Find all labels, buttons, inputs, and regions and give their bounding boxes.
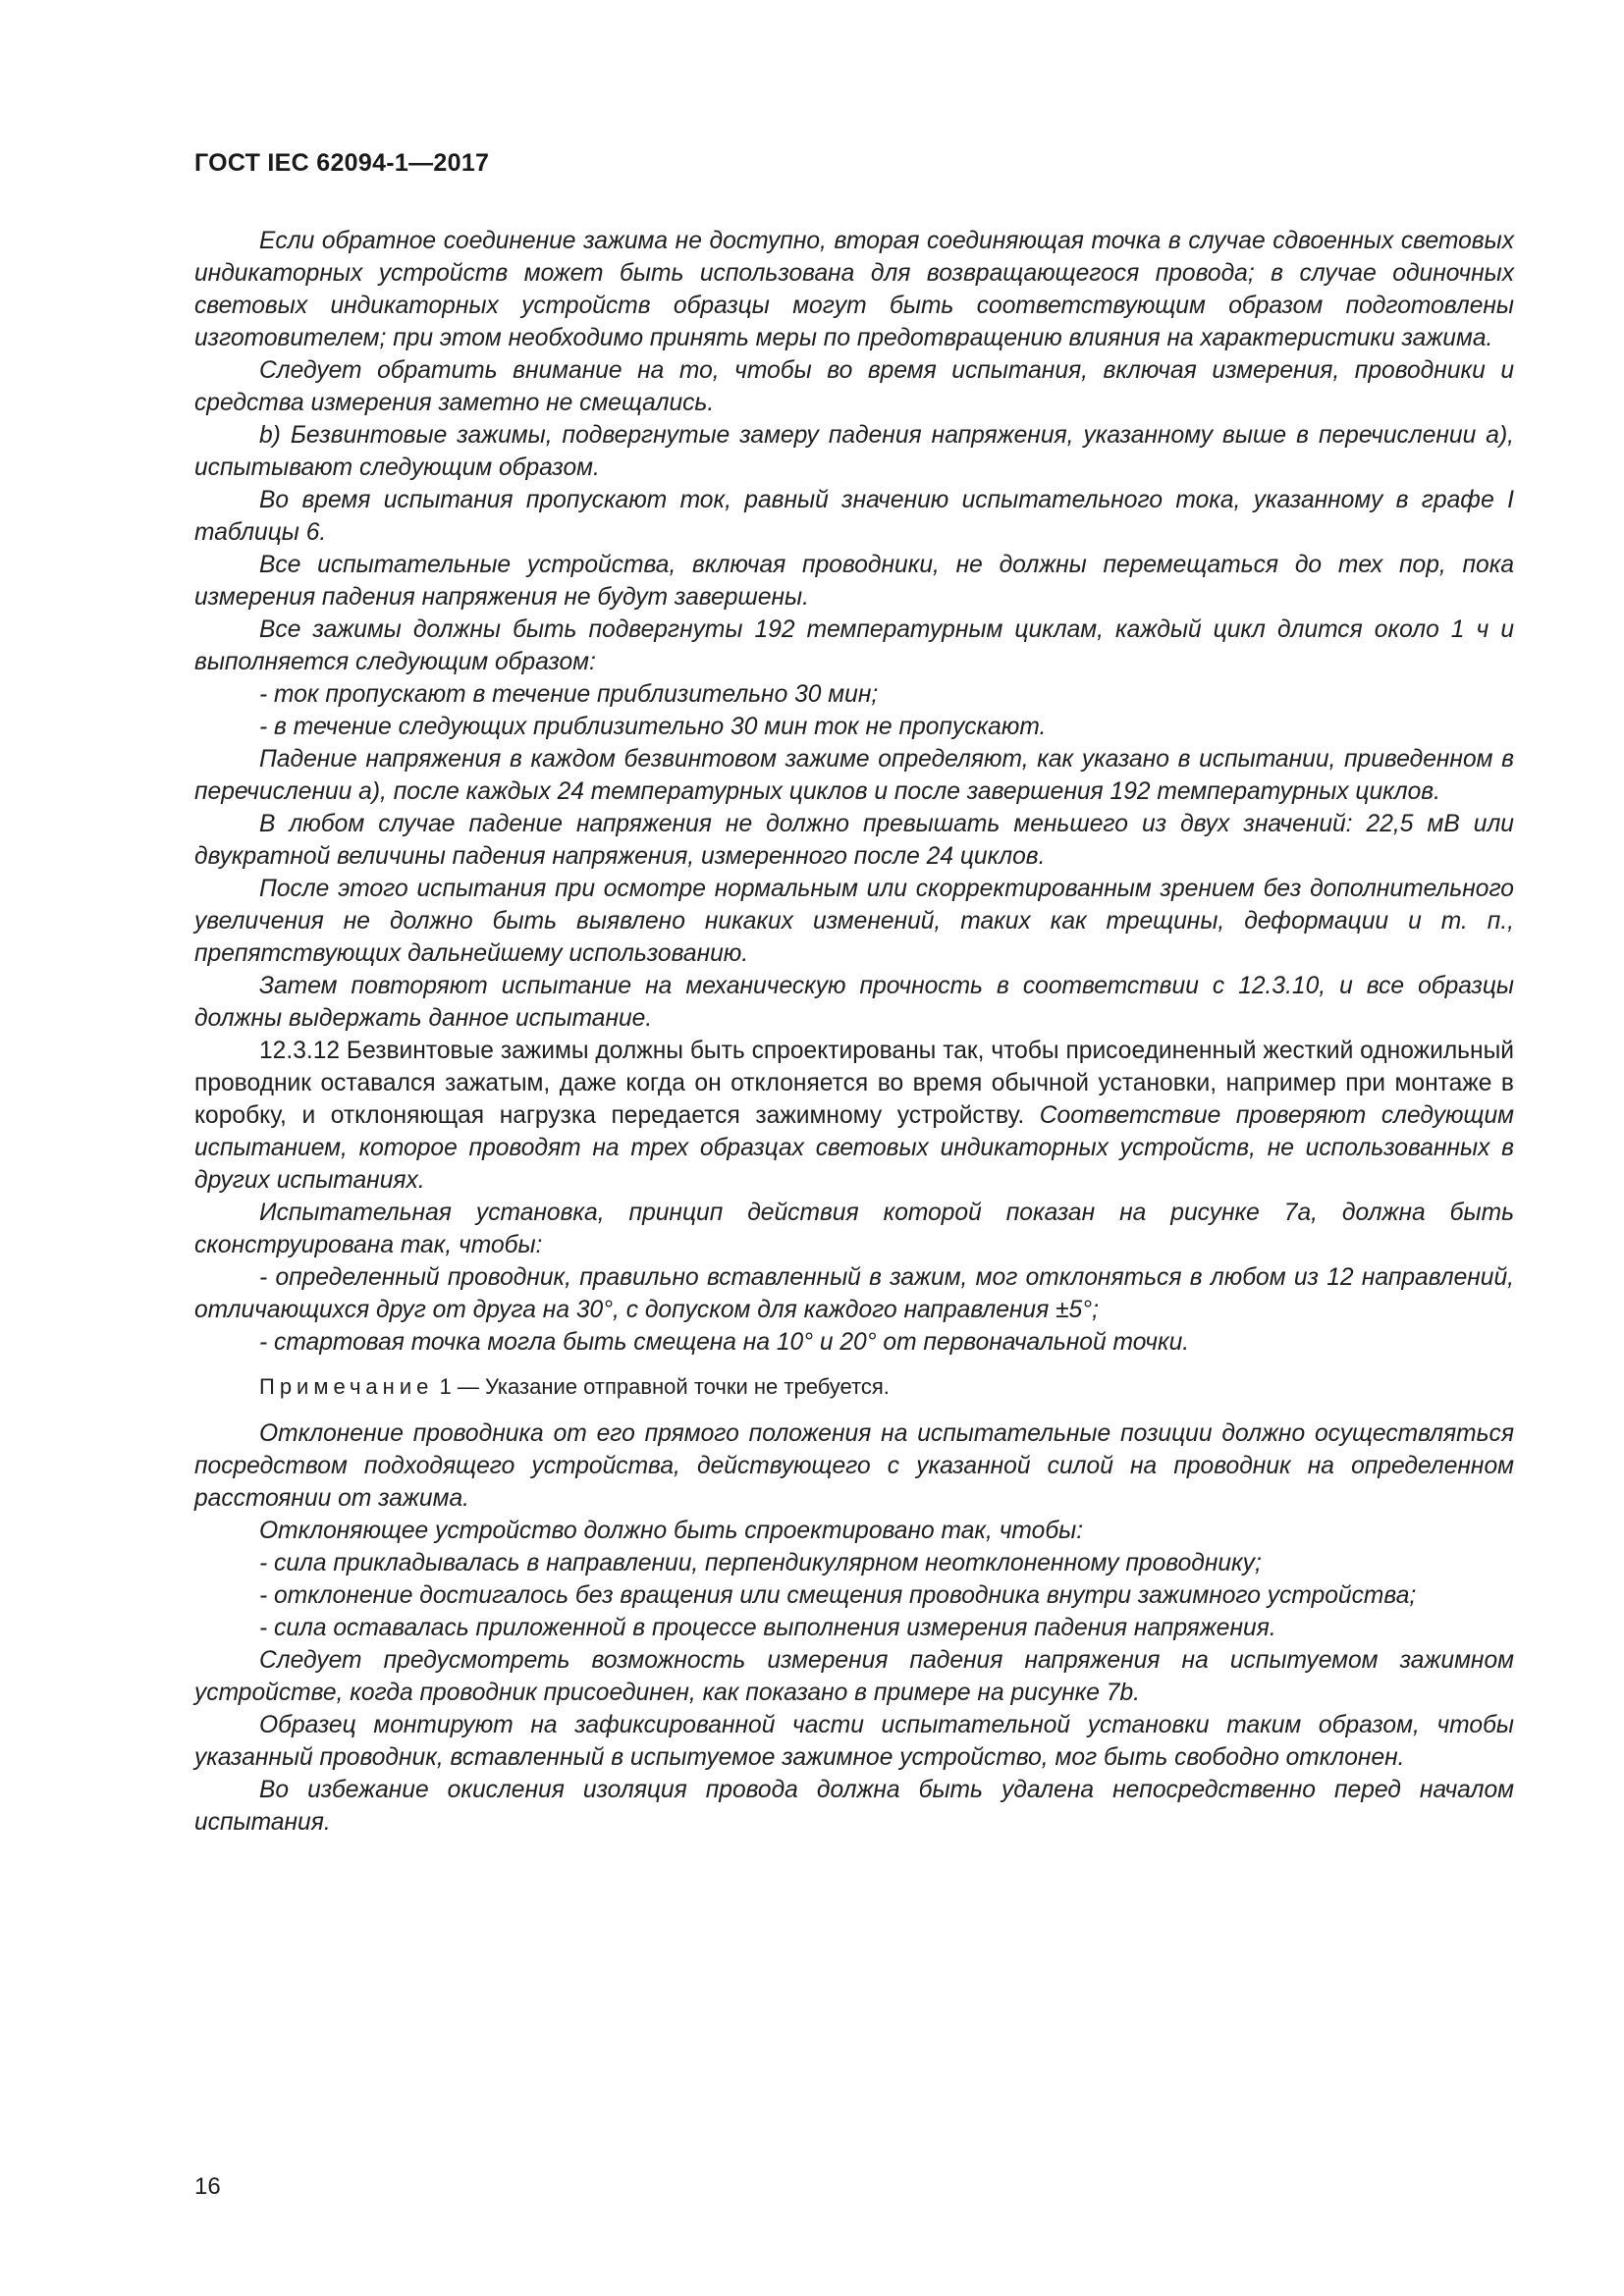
paragraph: Отклонение проводника от его прямого положения на испытательные позиции должно осуществляться посредством подходящего устройства, действующего с указанной силой на проводник на определенном расстоянии от зажима.: [194, 1420, 1514, 1512]
list-item: - определенный проводник, правильно вставленный в зажим, мог отклоняться в любом из 12 направлений, отличающихся друг от друга на 30°, с допуском для каждого направления ±5°;: [194, 1264, 1514, 1323]
paragraph: В любом случае падение напряжения не должно превышать меньшего из двух значений: 22,5 мВ или двукратной величины падения напряжения, измеренного после 24 циклов.: [194, 811, 1514, 870]
paragraph: Затем повторяют испытание на механическую прочность в соответствии с 12.3.10, и все образцы должны выдержать данное испытание.: [194, 973, 1514, 1032]
document-body: [194, 225, 1514, 1839]
list-item: - отклонение достигалось без вращения или смещения проводника внутри зажимного устройства;: [259, 1582, 1417, 1609]
paragraph: Падение напряжения в каждом безвинтовом зажиме определяют, как указано в испытании, приведенном в перечислении а), после каждых 24 температурных циклов и после завершения 192 температурных циклов.: [194, 746, 1514, 805]
list-item: - сила прикладывалась в направлении, перпендикулярном неотклоненному проводнику;: [259, 1550, 1262, 1576]
list-item: - в течение следующих приблизительно 30 мин ток не пропускают.: [259, 714, 1047, 740]
document-header: ГОСТ IEC 62094-1—2017: [194, 149, 490, 177]
paragraph: Следует предусмотреть возможность измерения падения напряжения на испытуемом зажимном устройстве, когда проводник присоединен, как показано в примере на рисунке 7b.: [194, 1647, 1514, 1706]
paragraph: Образец монтируют на зафиксированной части испытательной установки таким образом, чтобы указанный проводник, вставленный в испытуемое зажимное устройство, мог быть свободно отклонен.: [194, 1712, 1514, 1771]
paragraph: Во избежание окисления изоляция провода должна быть удалена непосредственно перед началом испытания.: [194, 1777, 1514, 1836]
note-label: Примечание: [259, 1374, 434, 1399]
paragraph: b) Безвинтовые зажимы, подвергнутые замеру падения напряжения, указанному выше в перечислении а), испытывают следующим образом.: [194, 422, 1514, 481]
clause-text: 12.3.12 Безвинтовые зажимы должны быть спроектированы так, чтобы присоединенный жесткий одножильный проводник оставался зажатым, даже когда он отклоняется во время обычной установки, например при монтаже в коробку, и отклоняющая нагрузка передается зажимному устройству.: [194, 1038, 1514, 1129]
paragraph: После этого испытания при осмотре нормальным или скорректированным зрением без дополнительного увеличения не должно быть выявлено никаких изменений, таких как трещины, деформации и т. п., препятствующих дальнейшему использованию.: [194, 876, 1514, 967]
paragraph: Испытательная установка, принцип действия которой показан на рисунке 7а, должна быть сконструирована так, чтобы:: [194, 1200, 1514, 1258]
paragraph: Следует обратить внимание на то, чтобы во время испытания, включая измерения, проводники и средства измерения заметно не смещались.: [194, 357, 1514, 416]
clause-12-3-12: [194, 1035, 1514, 1197]
list-item: - стартовая точка могла быть смещена на 10° и 20° от первоначальной точки.: [259, 1329, 1190, 1356]
paragraph: Если обратное соединение зажима не доступно, вторая соединяющая точка в случае сдвоенных световых индикаторных устройств может быть использована для возвращающегося провода; в случае одиночных световых индикаторных устройств образцы могут быть соответствующим образом подготовлены изготовителем; при этом необходимо принять меры по предотвращению влияния на характеристики зажима.: [194, 228, 1514, 351]
clause-compliance-text: Соответствие проверяют следующим испытанием, которое проводят на трех образцах световых индикаторных устройств, не использованных в других испытаниях.: [194, 1102, 1514, 1194]
note-number: 1: [439, 1374, 452, 1399]
list-item: - ток пропускают в течение приблизительно 30 мин;: [259, 681, 879, 708]
paragraph: Все зажимы должны быть подвергнуты 192 температурным циклам, каждый цикл длится около 1 ч и выполняется следующим образом:: [194, 616, 1514, 675]
note-text: — Указание отправной точки не требуется.: [451, 1374, 890, 1399]
paragraph: Отклоняющее устройство должно быть спроектировано так, чтобы:: [259, 1518, 1084, 1544]
paragraph: Все испытательные устройства, включая проводники, не должны перемещаться до тех пор, пока измерения падения напряжения не будут завершены.: [194, 552, 1514, 611]
list-item: - сила оставалась приложенной в процессе выполнения измерения падения напряжения.: [259, 1615, 1276, 1641]
page-number: 16: [194, 2173, 221, 2200]
paragraph: Во время испытания пропускают ток, равный значению испытательного тока, указанному в графе I таблицы 6.: [194, 487, 1514, 546]
note: [194, 1372, 1514, 1402]
